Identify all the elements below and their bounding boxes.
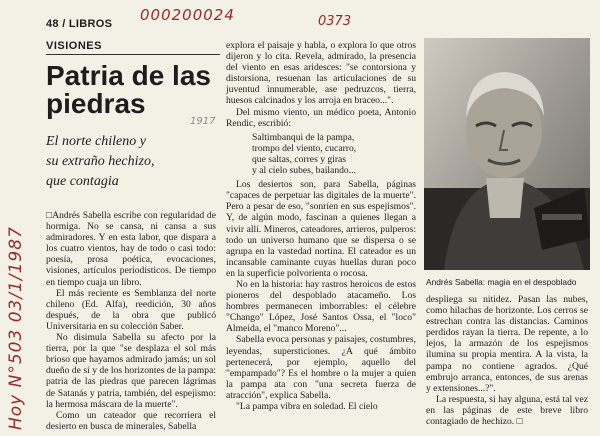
paragraph: No disimula Sabella su afecto por la tierra, por la que "se desplaza el sol más brioso que hayamos admirado jamás; un sol dueño de sí y de los horizontes de la pampa: patria de las piedras que parecen lágrimas de Satanás y patria, también, del espejismo: la hermosa máscara de la muerte".: [46, 332, 216, 410]
author-photo: [424, 38, 590, 270]
portrait-illustration: [424, 38, 590, 270]
paragraph: Como un cateador que recorriera el desierto en busca de minerales, Sabella: [46, 409, 216, 432]
paragraph: La respuesta, si hay alguna, está tal vez en las páginas de este breve libro contagiado de hechizo. □: [426, 393, 588, 428]
article-title: [46, 62, 226, 118]
handwritten-code: 000200024: [140, 6, 235, 24]
paragraph: despliega su nitidez. Pasan las nubes, como hilachas de horizonte. Los cerros se estrechan contra las distancias. Caminos perdidos rayan la tierra. De repente, a lo lejos, la armazón de los espejismos ilumina su propia mentira. A la vista, la pampa no contiene agrados. ¿Qué embrujo arranca, entonces, de sus arenas y extensiones...?".: [426, 294, 588, 394]
paragraph: □Andrés Sabella escribe con regularidad de hormiga. No se cansa, ni cansa a sus admiradores. Y en esta labor, que dispara a los cuatro vientos, hay de todo o casi todo: poesía, prosa poética, evocaciones, visiones, artículos periodísticos. De tiempo en tiempo cuaja un libro.: [46, 210, 216, 288]
handwritten-number: 0373: [318, 14, 352, 29]
title-line-1: Patria de las: [46, 60, 211, 91]
paragraph: No en la historia: hay rastros heroicos de estos pioneros del despoblado atacameño. Los hombres permanecen imborrables: el célebre "Chango" López, José Santos Ossa, el "loco" Almeida, el "manco Moreno"...: [226, 278, 416, 335]
text-column-3: [426, 294, 588, 427]
subtitle-line-1: El norte chileno y: [46, 134, 146, 149]
verse-line: trompo del viento, cucarro,: [252, 142, 357, 154]
title-line-2: piedras: [46, 88, 146, 119]
verse-line: y al cielo subes, bailando...: [252, 165, 356, 177]
paragraph: Sabella evoca personas y paisajes, costumbres, leyendas, supersticiones. ¿A qué ámbito pertenecerá, por ejemplo, aquello del "empampado"? Es el hombre o la mujer a quien la pampa ata con "una secreta fuerza de atracción", explica Sabella.: [226, 334, 416, 401]
paragraph: Los desiertos son, para Sabella, páginas "capaces de perpetuar las digitales de la muerte". Pero a pesar de eso, "sonríen en sus espejismos". Y, de algún modo, fascinan a quienes llegan a vivir allí. Mineros, cateadores, arrieros, pulperos: todo un universo humano que se dispersa o se agrupa en la vastedad nortina. El cateador es un incansable caminante cuyas huellas duran poco en la superficie polvorienta o rocosa.: [226, 179, 416, 279]
section-label: VISIONES: [46, 40, 102, 52]
section-rule: [46, 54, 220, 55]
paragraph: El más reciente es Semblanza del norte chileno (Ed. Alfa), reedición, 30 años después, de la obra que publicó Universitaria en su colección Saber.: [46, 287, 216, 332]
text-column-2: [226, 40, 416, 412]
verse-line: Saltimbanqui de la pampa,: [252, 131, 355, 143]
article-subtitle: [46, 132, 226, 192]
page-header: 48 / LIBROS: [46, 18, 113, 30]
text-column-1: [46, 210, 216, 432]
handwritten-year: 1917: [190, 116, 216, 127]
paragraph: explora el paisaje y habla, o explora lo que otros dijeron y lo cita. Revela, admirado, la presencia del viento en esas aridesces: "se contorsiona y distorsiona, resuenan las articulaciones de su juventud innumerable, ase pedruzcos, tierra, huesos calcinados y los arroja en braceo...".: [226, 40, 416, 107]
subtitle-line-3: que contagia: [46, 174, 119, 189]
verse-line: que saltas, corres y giras: [252, 153, 347, 165]
handwritten-margin-note: Hoy N°503 03/1/1987: [6, 226, 26, 430]
paragraph: "La pampa vibra en soledad. El cielo: [236, 401, 378, 412]
subtitle-line-2: su extraño hechizo,: [46, 154, 155, 169]
verse-block: [252, 132, 416, 176]
paragraph: Del mismo viento, un médico poeta, Antonio Rendic, escribió:: [226, 106, 416, 129]
photo-caption: Andrés Sabella: magia en el despoblado: [426, 277, 577, 287]
